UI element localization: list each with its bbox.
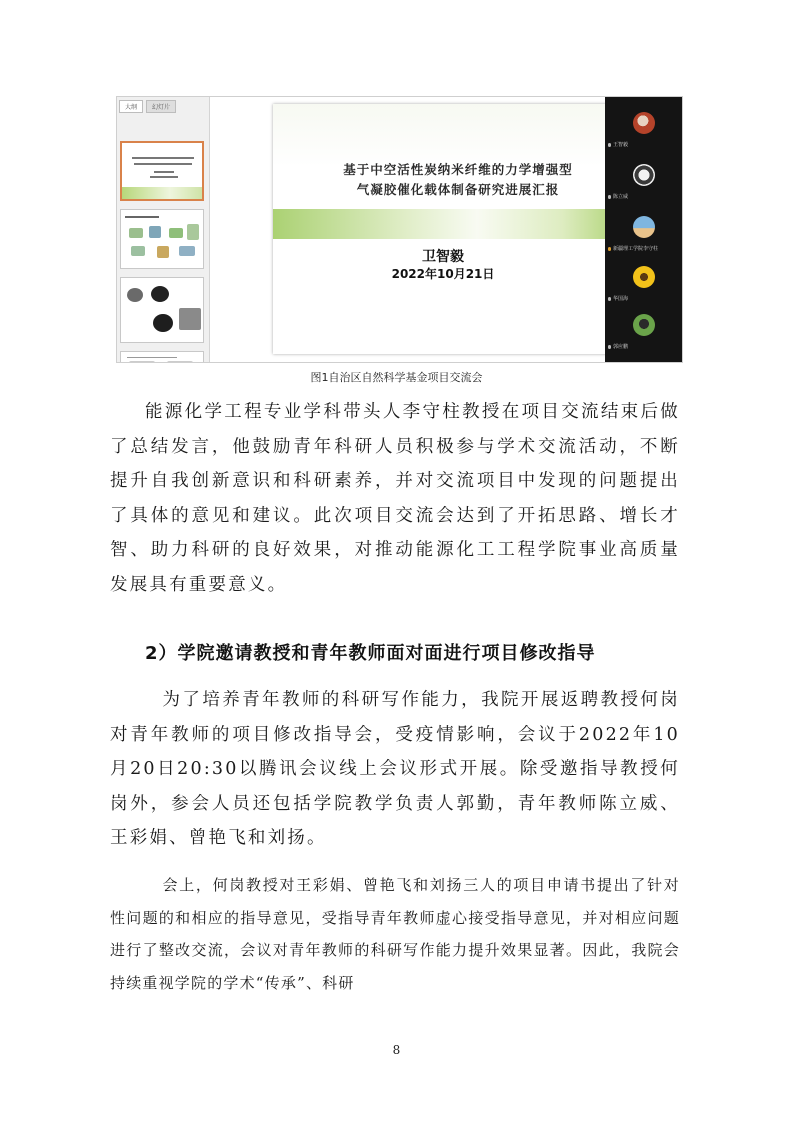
microphone-icon — [608, 247, 611, 251]
meeting-screenshot-figure — [116, 96, 683, 363]
participant-name: 新疆理工学院李守柱 — [613, 246, 659, 252]
slide-thumbnail-2[interactable] — [120, 209, 204, 269]
participant-tile[interactable] — [605, 155, 683, 207]
avatar — [633, 216, 655, 238]
participant-video-panel — [605, 97, 683, 362]
section-heading: 2）学院邀请教授和青年教师面对面进行项目修改指导 — [145, 643, 596, 664]
panel-tabs — [119, 100, 176, 113]
participant-name: 陈立威 — [613, 194, 629, 200]
microphone-icon — [608, 195, 611, 199]
slide-thumbnail-panel — [117, 97, 210, 362]
participant-name: 王智毅 — [613, 142, 629, 148]
slide-thumbnail-3[interactable] — [120, 277, 204, 343]
slide-title — [313, 160, 603, 200]
tab-outline[interactable]: 大纲 — [119, 100, 143, 113]
slide-author: 卫智毅 — [422, 249, 464, 265]
participant-name: 郭应鹏 — [613, 344, 629, 350]
avatar — [633, 164, 655, 186]
participant-tile[interactable] — [605, 257, 683, 309]
slide-thumbnail-1[interactable] — [120, 141, 204, 201]
slide-title-line-2: 气凝胶催化载体制备研究进展汇报 — [356, 182, 560, 197]
slide-date: 2022年10月21日 — [391, 267, 495, 281]
slide-title-line-1: 基于中空活性炭纳米纤维的力学增强型 — [343, 162, 573, 177]
slide-decorative-band — [273, 209, 613, 239]
avatar — [633, 112, 655, 134]
participant-name: 华国海 — [613, 296, 629, 302]
microphone-icon — [608, 297, 611, 301]
participant-tile[interactable] — [605, 103, 683, 155]
slide-thumbnail-4[interactable] — [120, 351, 204, 363]
tab-slides[interactable]: 幻灯片 — [146, 100, 176, 113]
avatar — [633, 266, 655, 288]
figure-caption: 图1自治区自然科学基金项目交流会 — [310, 371, 483, 384]
paragraph-2: 为了培养青年教师的科研写作能力，我院开展返聘教授何岗对青年教师的项目修改指导会，受疫情影响，会议于2022年10月20日20:30以腾讯会议线上会议形式开展。除受邀指导教授何岗外，参会人员还包括学院教学负责人郭勤，青年教师陈立威、王彩娟、曾艳飞和刘扬。 — [110, 690, 680, 848]
microphone-icon — [608, 345, 611, 349]
microphone-icon — [608, 143, 611, 147]
participant-tile[interactable] — [605, 207, 683, 259]
paragraph-1: 能源化学工程专业学科带头人李守柱教授在项目交流结束后做了总结发言，他鼓励青年科研人员积极参与学术交流活动，不断提升自我创新意识和科研素养，并对交流项目中发现的问题提出了具体的意见和建议。此次项目交流会达到了开拓思路、增长才智、助力科研的良好效果，对推动能源化工工程学院事业高质量发展具有重要意义。 — [110, 402, 680, 595]
participant-tile[interactable] — [605, 305, 683, 357]
paragraph-3: 会上，何岗教授对王彩娟、曾艳飞和刘扬三人的项目申请书提出了针对性问题的和相应的指导意见，受指导青年教师虚心接受指导意见，并对相应问题进行了整改交流，会议对青年教师的科研写作能力提升效果显著。因此，我院会持续重视学院的学术“传承”、科研 — [110, 876, 680, 992]
presentation-slide — [273, 104, 613, 354]
page-number: 8 — [392, 1043, 401, 1057]
avatar — [633, 314, 655, 336]
